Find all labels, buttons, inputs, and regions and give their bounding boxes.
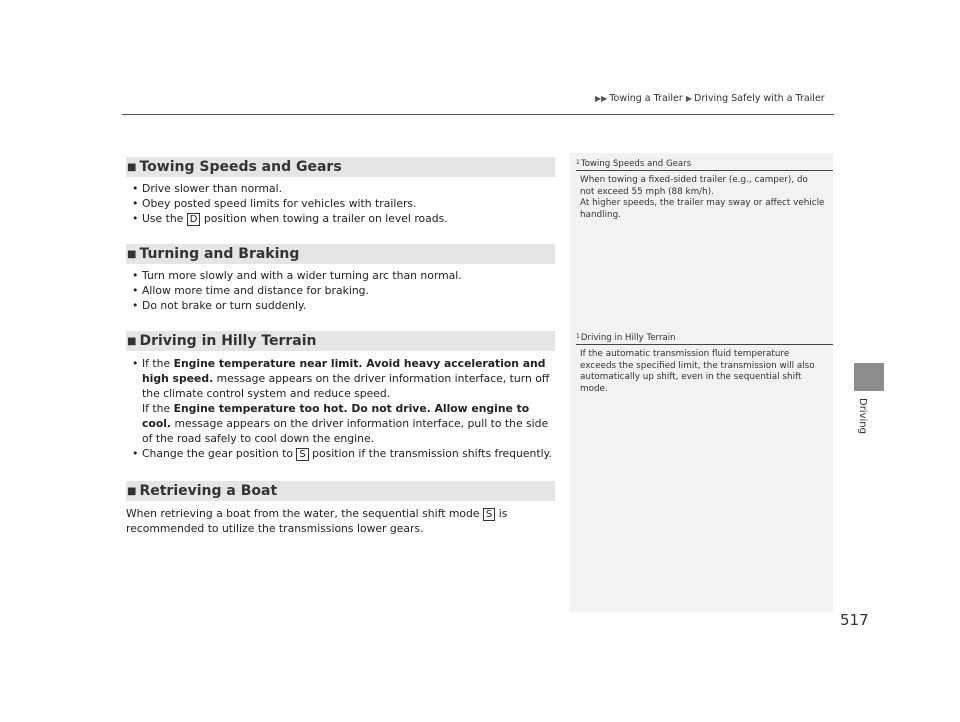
warning-message-near-limit: Engine temperature near limit. Avoid heavy acceleration and high speed. (142, 357, 546, 385)
list-item: • Allow more time and distance for braking. (132, 283, 552, 298)
section-title-hilly: Driving in Hilly Terrain (139, 333, 317, 349)
list-item: • Drive slower than normal. (132, 181, 552, 196)
breadcrumb-arrows-icon: ▶▶ (595, 94, 608, 103)
list-item: • Use the D position when towing a trailer on level roads. (132, 211, 552, 226)
hilly-bullet-list (132, 356, 555, 461)
towing-bullet-list (132, 181, 552, 226)
gear-s-indicator: S (296, 448, 308, 461)
breadcrumb-item-driving-safely[interactable]: Driving Safely with a Trailer (694, 93, 825, 104)
breadcrumb (595, 93, 825, 104)
section-title-towing: Towing Speeds and Gears (139, 159, 342, 175)
note-body-hilly: If the automatic transmission fluid temperature exceeds the specified limit, the transmission will also automatically up shift, even in the sequential shift mode. (580, 349, 815, 394)
boat-paragraph: When retrieving a boat from the water, the sequential shift mode S is recommended to utilize the transmissions lower gears. (126, 507, 508, 535)
breadcrumb-item-towing[interactable]: Towing a Trailer (609, 93, 683, 104)
note-heading-towing: $^1$Towing Speeds and Gears (576, 159, 692, 169)
page-number: 517 (840, 611, 869, 629)
section-marker-icon: ■ (127, 162, 137, 173)
gear-s-indicator: S (483, 508, 495, 521)
section-heading-boat (126, 481, 555, 501)
turning-bullet-list (132, 268, 552, 313)
note-heading-hilly: $^1$Driving in Hilly Terrain (576, 333, 676, 343)
list-item: • Change the gear position to S position if the transmission shifts frequently. (132, 446, 555, 461)
list-item: • Do not brake or turn suddenly. (132, 298, 552, 313)
section-title-turning: Turning and Braking (139, 246, 300, 262)
chapter-tab-marker[interactable] (854, 363, 884, 391)
section-heading-hilly (126, 331, 555, 351)
warning-message-too-hot: Engine temperature too hot. Do not drive. Allow engine to cool. (142, 402, 530, 430)
section-heading-turning (126, 244, 555, 264)
section-marker-icon: ■ (127, 486, 137, 497)
section-marker-icon: ■ (127, 249, 137, 260)
note-ref-icon: 1 (576, 333, 580, 340)
gear-d-indicator: D (187, 213, 201, 226)
note-ref-icon: 1 (576, 159, 580, 166)
list-item: • Obey posted speed limits for vehicles with trailers. (132, 196, 552, 211)
breadcrumb-arrow-icon: ▶ (685, 94, 692, 103)
header-divider (122, 114, 834, 115)
section-title-boat: Retrieving a Boat (139, 483, 278, 499)
note-divider (576, 344, 833, 345)
note-divider (576, 170, 833, 171)
chapter-tab-label[interactable]: Driving (857, 398, 868, 434)
section-heading-towing (126, 157, 555, 177)
list-item: • If the Engine temperature near limit. Avoid heavy acceleration and high speed. message appears on the driver information interface, turn off the climate control system and reduce speed. If the Engine temperature too hot. Do not drive. Allow engine to cool. message appears on the driver information interface, pull to the side of the road safely to cool down the engine. (132, 356, 555, 446)
section-marker-icon: ■ (127, 336, 137, 347)
list-item: • Turn more slowly and with a wider turning arc than normal. (132, 268, 552, 283)
note-body-towing: When towing a fixed-sided trailer (e.g., camper), do not exceed 55 mph (88 km/h). At higher speeds, the trailer may sway or affect vehicle handling. (580, 175, 825, 220)
